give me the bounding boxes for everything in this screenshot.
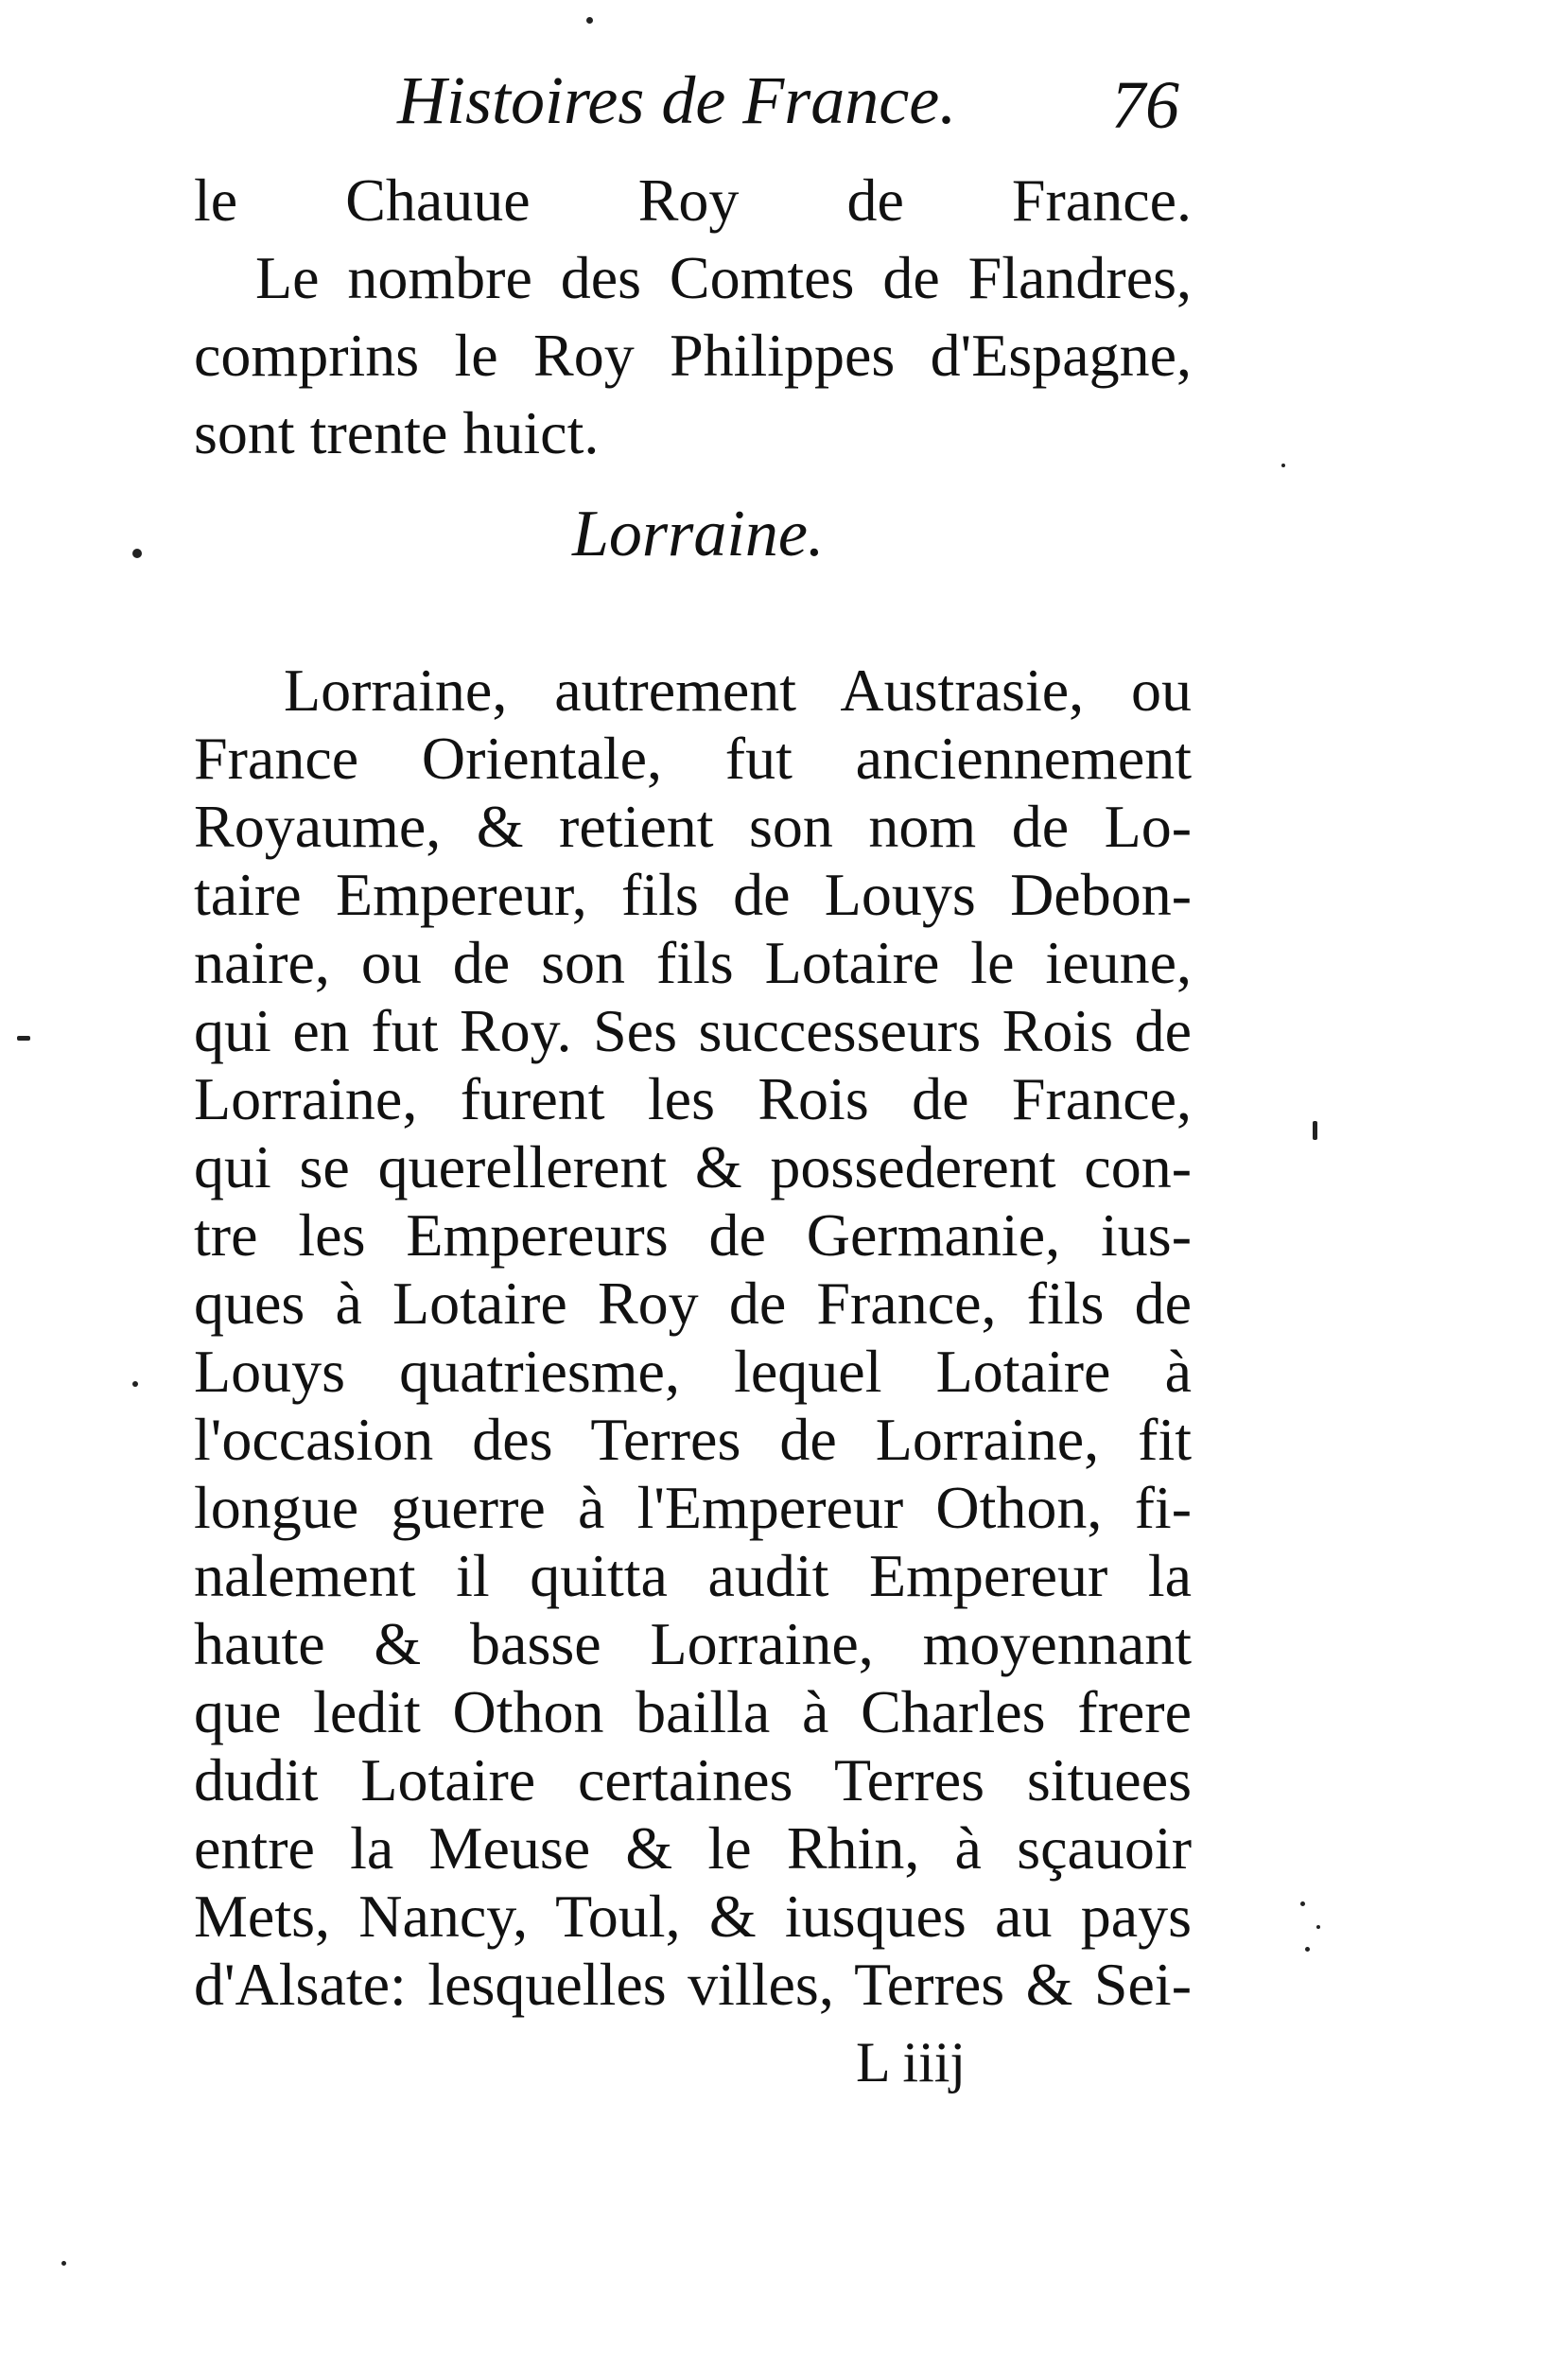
text-line: Le nombre des Comtes de Flandres, <box>255 244 1192 311</box>
text-line: naire, ou de son fils Lotaire le ieune, <box>194 929 1192 996</box>
text-line: haute & basse Lorraine, moyennant <box>194 1610 1192 1677</box>
ink-speck <box>586 17 593 24</box>
ink-speck <box>132 1381 138 1387</box>
section-heading: Lorraine. <box>572 498 825 570</box>
ink-speck <box>1305 1947 1310 1952</box>
ink-speck <box>132 549 142 558</box>
running-head-title: Histoires de France. <box>397 62 957 138</box>
text-line: Mets, Nancy, Toul, & iusques au pays <box>194 1883 1192 1950</box>
text-line: Lorraine, furent les Rois de France, <box>194 1065 1192 1132</box>
ink-speck <box>1313 1121 1317 1140</box>
text-line: entre la Meuse & le Rhin, à sçauoir <box>194 1814 1192 1882</box>
text-line: dudit Lotaire certaines Terres situees <box>194 1746 1192 1813</box>
text-line: France Orientale, fut anciennement <box>194 725 1192 792</box>
text-line: Louys quatriesme, lequel Lotaire à <box>194 1338 1192 1405</box>
text-line: le Chauue Roy de France. <box>194 166 1192 234</box>
text-line: Lorraine, autrement Austrasie, ou <box>284 657 1192 724</box>
text-line: l'occasion des Terres de Lorraine, fit <box>194 1406 1192 1473</box>
ink-speck <box>17 1036 30 1041</box>
ink-speck <box>1300 1901 1305 1906</box>
text-line: Royaume, & retient son nom de Lo- <box>194 793 1192 860</box>
text-line: d'Alsate: lesquelles villes, Terres & Sei- <box>194 1951 1192 2018</box>
signature-mark: L iiij <box>856 2031 967 2093</box>
page-number: 76 <box>1111 67 1179 143</box>
text-line: tre les Empereurs de Germanie, ius- <box>194 1201 1192 1269</box>
text-line: sont trente huict. <box>194 399 600 466</box>
text-line: comprins le Roy Philippes d'Espagne, <box>194 322 1192 389</box>
text-line: qui en fut Roy. Ses successeurs Rois de <box>194 997 1192 1064</box>
ink-speck <box>61 2261 66 2266</box>
text-line: taire Empereur, fils de Louys Debon- <box>194 861 1192 928</box>
text-line: nalement il quitta audit Empereur la <box>194 1542 1192 1609</box>
text-line: ques à Lotaire Roy de France, fils de <box>194 1270 1192 1337</box>
ink-speck <box>1316 1925 1320 1929</box>
text-line: que ledit Othon bailla à Charles frere <box>194 1678 1192 1745</box>
text-line: longue guerre à l'Empereur Othon, fi- <box>194 1474 1192 1541</box>
text-line: qui se querellerent & possederent con- <box>194 1133 1192 1200</box>
ink-speck <box>1281 464 1285 467</box>
